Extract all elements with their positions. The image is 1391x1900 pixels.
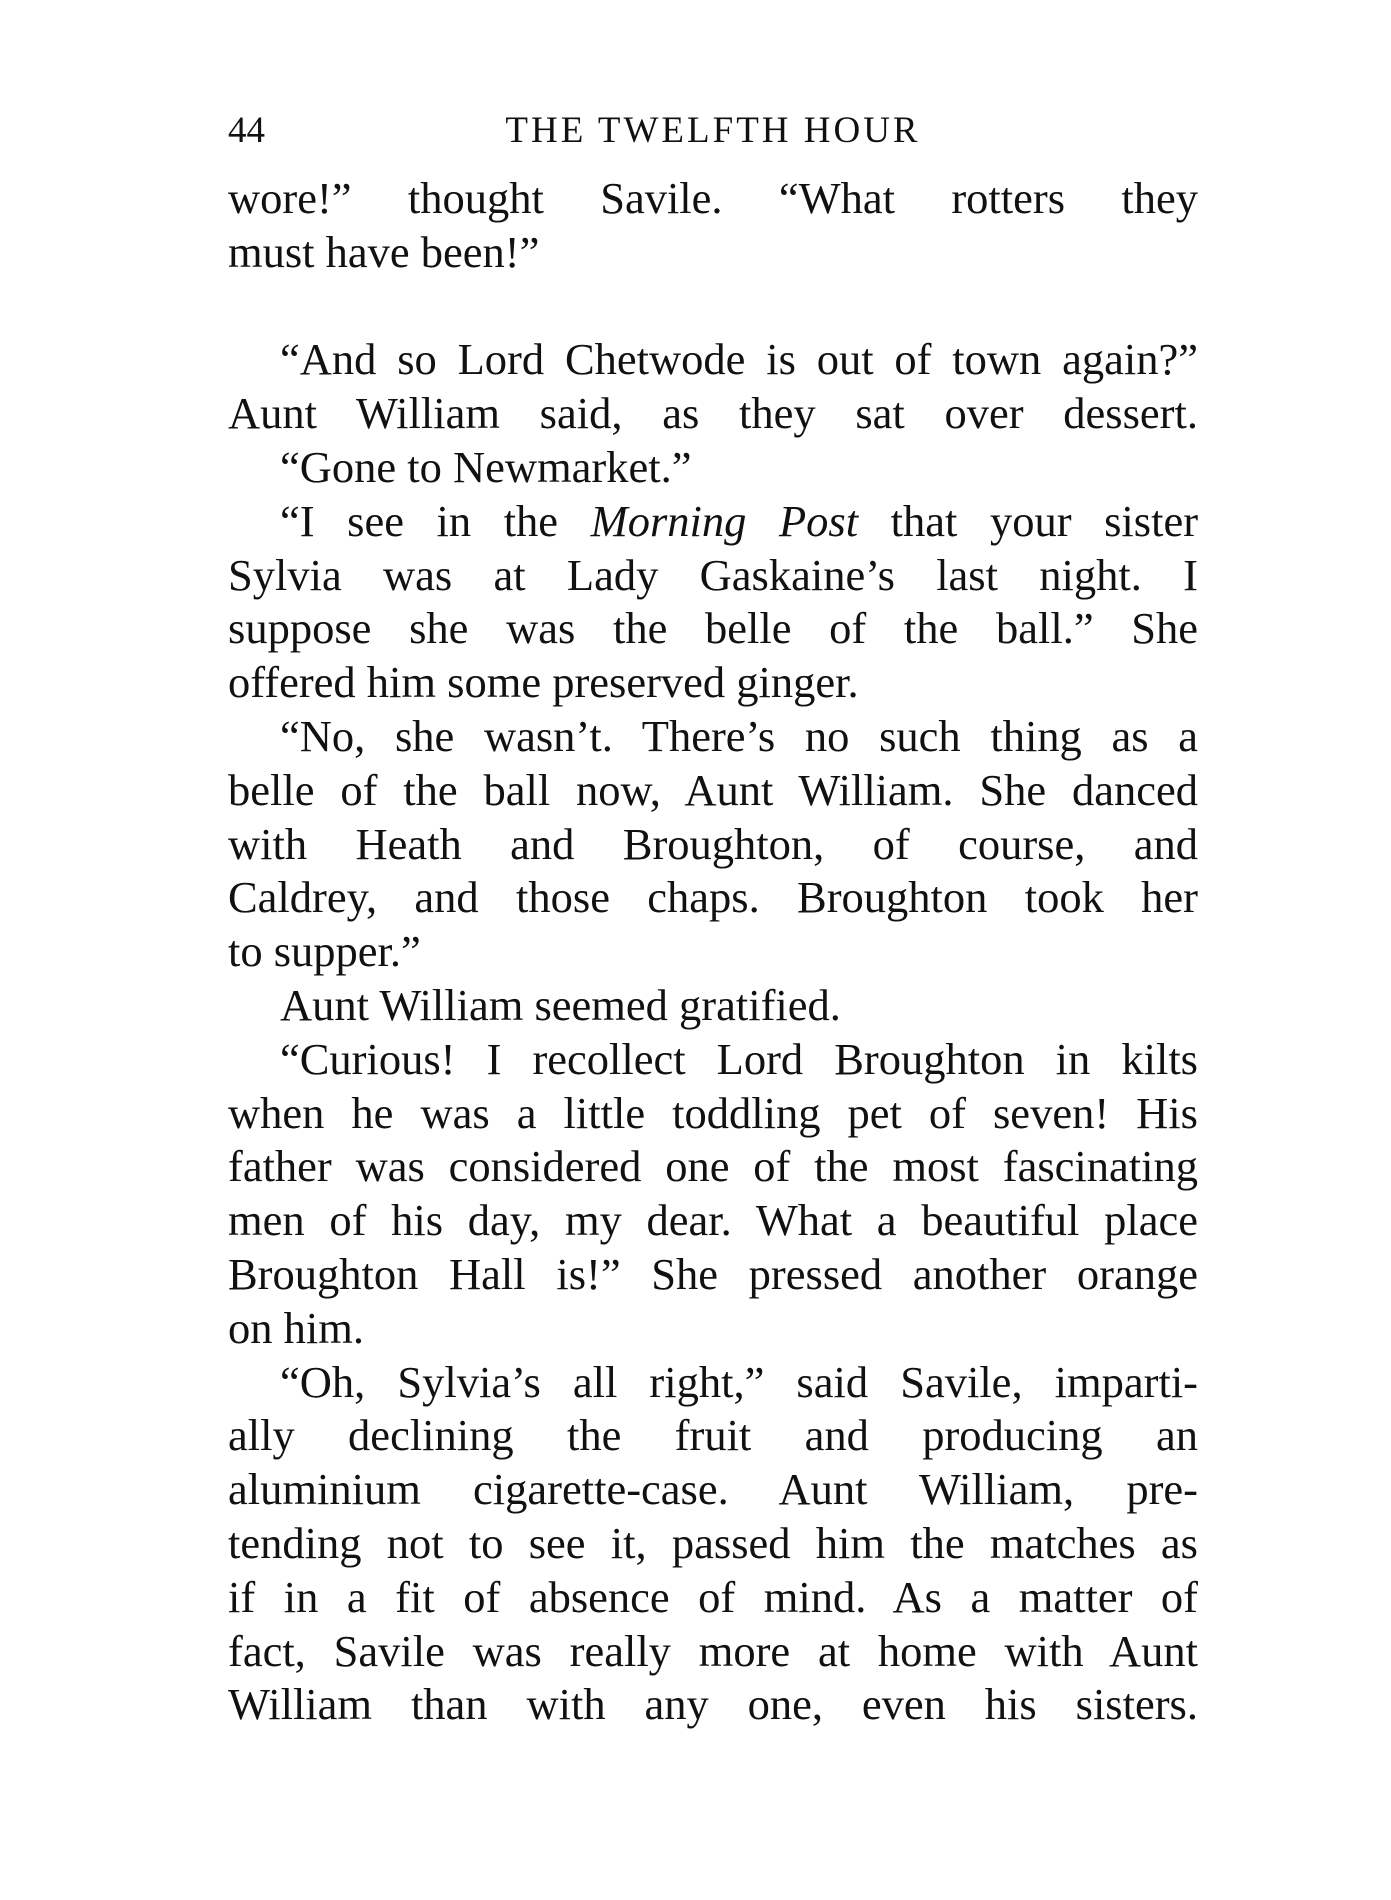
text-line: men of his day, my dear. What a beautiful place	[228, 1195, 1198, 1246]
text-line: when he was a little toddling pet of seven! His	[228, 1087, 1198, 1138]
text-line: “Oh, Sylvia’s all right,” said Savile, imparti-	[280, 1356, 1198, 1407]
running-title: THE TWELFTH HOUR	[505, 110, 921, 151]
text-line: wore!” thought Savile. “What rotters they	[228, 173, 1198, 223]
text-line: Caldrey, and those chaps. Broughton took her	[228, 872, 1198, 923]
text-line: fact, Savile was really more at home with Aunt	[228, 1625, 1198, 1676]
text-line: if in a fit of absence of mind. As a matter of	[228, 1571, 1198, 1622]
text-line: must have been!”	[228, 226, 540, 277]
running-head	[228, 106, 1198, 156]
text-line: father was considered one of the most fascinating	[228, 1141, 1198, 1192]
text-line: on him.	[228, 1302, 364, 1353]
text-line: Aunt William seemed gratified.	[280, 979, 841, 1030]
text-line: “And so Lord Chetwode is out of town again?”	[280, 334, 1198, 385]
section-break	[228, 280, 1198, 334]
text-line: Aunt William said, as they sat over dessert.	[228, 388, 1198, 439]
text-line: to supper.”	[228, 926, 421, 977]
text-line: “No, she wasn’t. There’s no such thing as a	[280, 710, 1198, 761]
text-line: tending not to see it, passed him the matches as	[228, 1517, 1198, 1568]
text-line: William than with any one, even his sisters.	[228, 1679, 1198, 1730]
newspaper-title: Morning Post	[590, 495, 859, 546]
text-line: Sylvia was at Lady Gaskaine’s last night. I	[228, 549, 1198, 600]
text-line: offered him some preserved ginger.	[228, 657, 859, 708]
body-text	[228, 172, 1198, 1732]
text-line: Broughton Hall is!” She pressed another orange	[228, 1248, 1198, 1299]
text-run: that your sister	[890, 495, 1199, 546]
text-line: suppose she was the belle of the ball.” She	[228, 603, 1198, 654]
text-line: “Gone to Newmarket.”	[280, 441, 692, 492]
text-line	[228, 495, 1198, 549]
text-run: “I see in the	[280, 495, 559, 546]
text-line: with Heath and Broughton, of course, and	[228, 818, 1198, 869]
text-line: belle of the ball now, Aunt William. She danced	[228, 764, 1198, 815]
text-line: ally declining the fruit and producing an	[228, 1410, 1198, 1461]
text-line: aluminium cigarette-case. Aunt William, pre-	[228, 1464, 1198, 1515]
page-number: 44	[228, 110, 265, 151]
text-line: “Curious! I recollect Lord Broughton in kilts	[280, 1033, 1198, 1084]
